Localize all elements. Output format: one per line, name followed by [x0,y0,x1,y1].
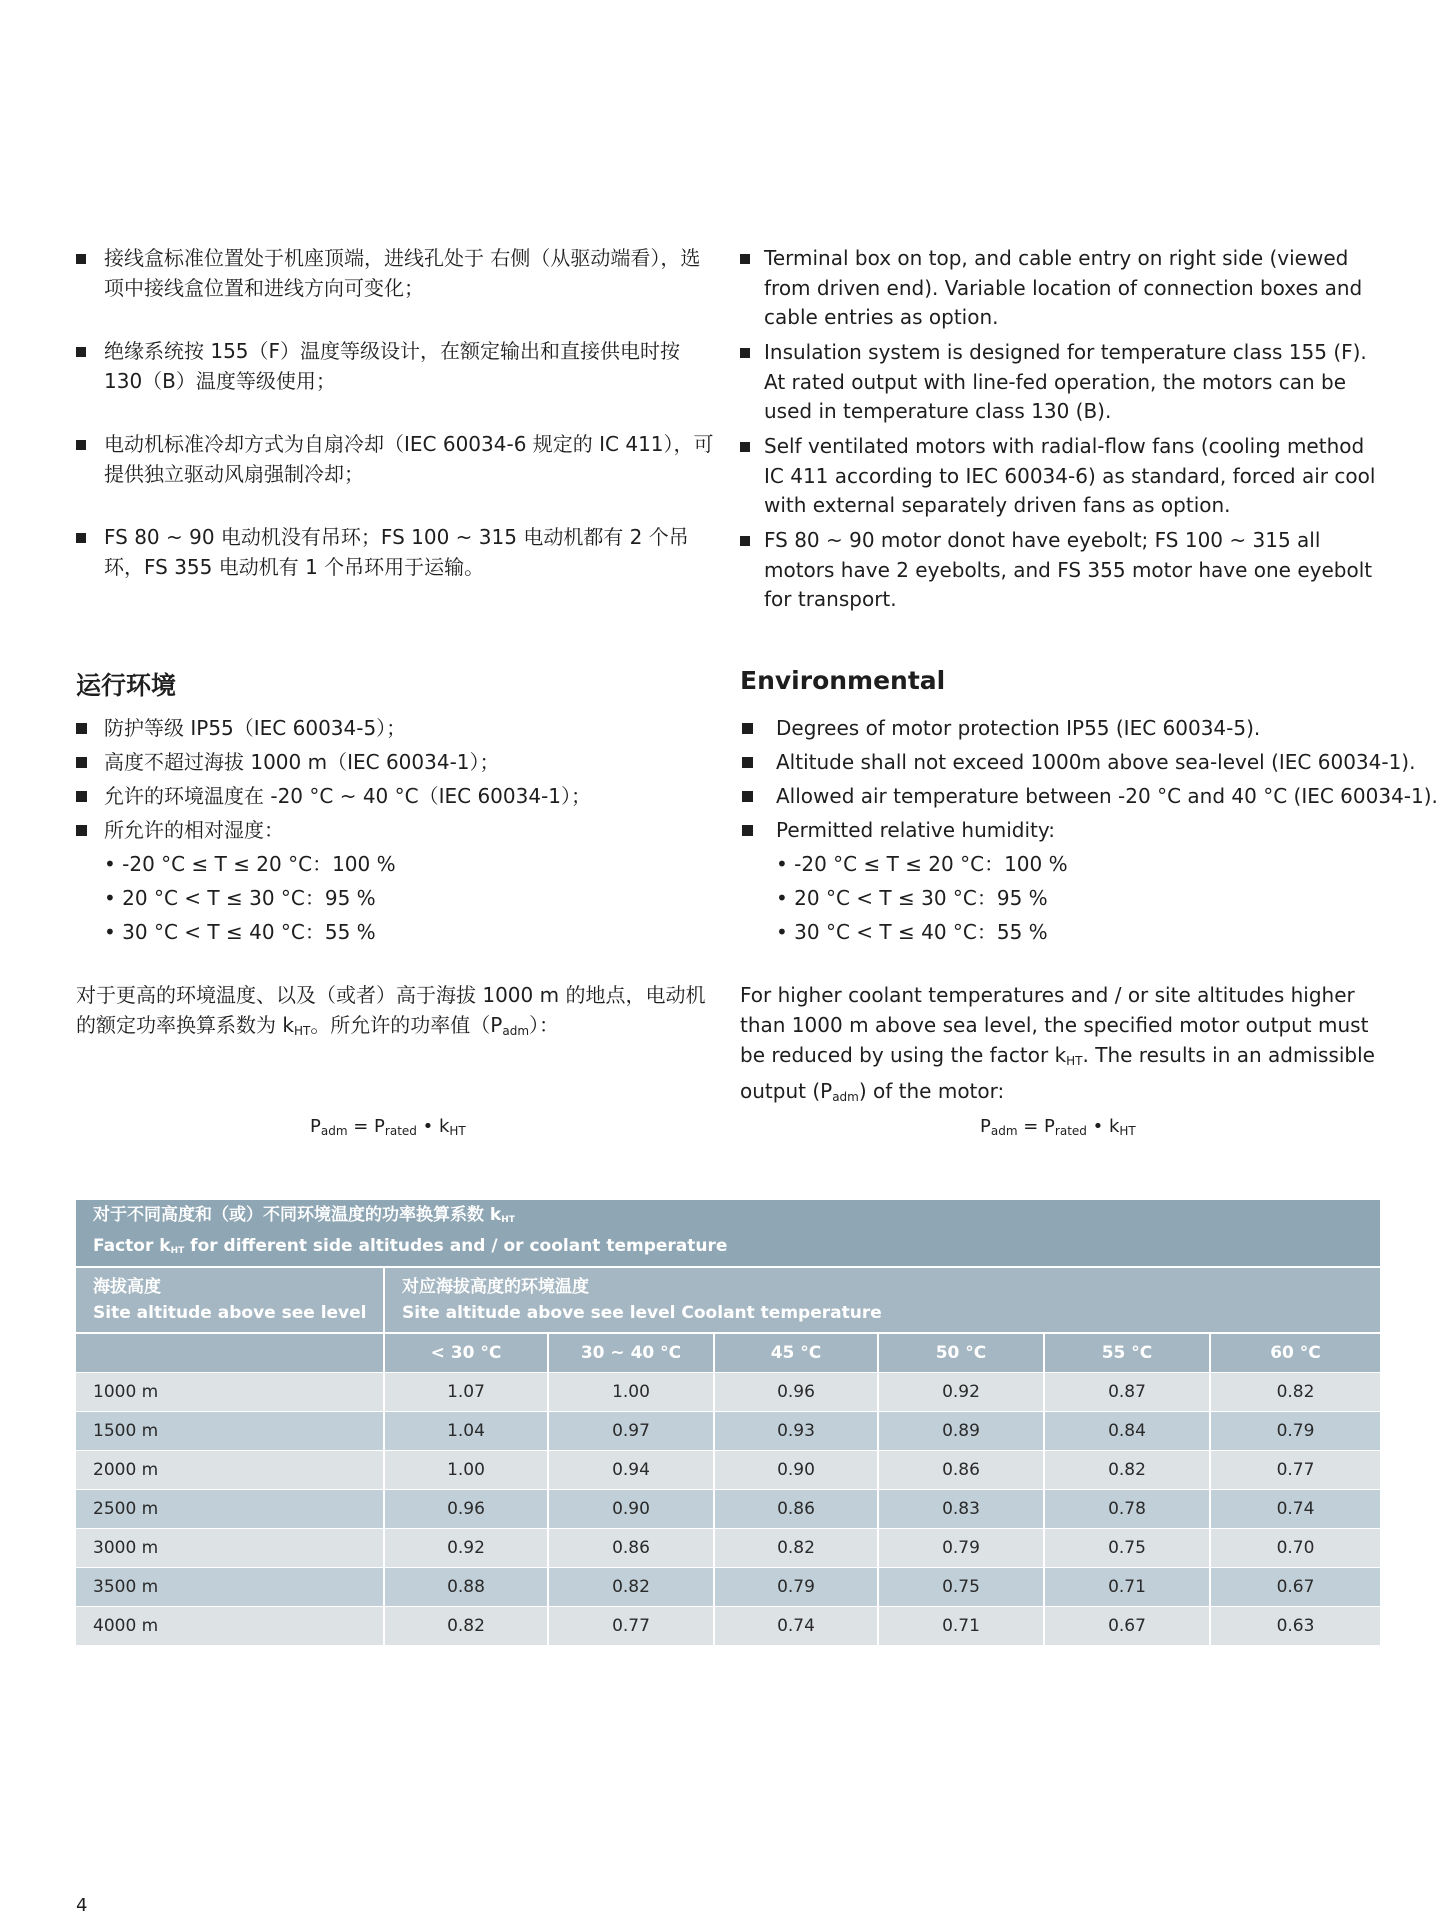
temperature-column-header: 对应海拔高度的环境温度 Site altitude above see level Coolant temperature [384,1267,1380,1333]
factor-cell: 0.96 [714,1373,878,1412]
altitude-cell: 1000 m [76,1373,384,1412]
bullet-square-icon [76,757,87,768]
list-item: FS 80 ~ 90 电动机没有吊环；FS 100 ~ 315 电动机都有 2 个吊环，FS 355 电动机有 1 个吊环用于运输。 [76,523,716,582]
temperature-header-row [76,1333,1380,1373]
altitude-cell: 4000 m [76,1607,384,1646]
bullet-square-icon [76,347,86,357]
factor-cell: 0.74 [714,1607,878,1646]
factor-cell: 0.71 [878,1607,1044,1646]
factor-cell: 0.87 [1044,1373,1210,1412]
list-item: 防护等级 IP55（IEC 60034-5）； [76,711,716,745]
humidity-item: • 30 °C < T ≤ 40 °C：55 % [776,920,1048,944]
en-feature-list [740,244,1390,615]
factor-cell: 0.74 [1210,1490,1380,1529]
cn-power-formula: $P_{adm} = P_{rated}$ • $k_{HT}$ [310,1116,466,1138]
bullet-square-icon [742,723,753,734]
bullet-square-icon [742,825,753,836]
en-power-formula: $P_{adm} = P_{rated}$ • $k_{HT}$ [980,1116,1136,1138]
factor-cell: 0.94 [548,1451,714,1490]
factor-cell: 0.88 [384,1568,548,1607]
factor-cell: 0.82 [714,1529,878,1568]
bullet-square-icon [76,825,87,836]
cn-derating-paragraph: 对于更高的环境温度、以及（或者）高于海拔 1000 m 的地点，电动机的额定功率换算系数为 $k_{HT}$。所允许的功率值$(P_{adm})$： [76,983,706,1038]
factor-cell: 0.82 [384,1607,548,1646]
bullet-square-icon [740,254,750,264]
factor-cell: 0.96 [384,1490,548,1529]
table-row [76,1607,1380,1646]
factor-cell: 0.83 [878,1490,1044,1529]
altitude-cell: 3500 m [76,1568,384,1607]
en-environment-list [740,711,1438,949]
page-number: 4 [76,1895,88,1916]
list-item: 接线盒标准位置处于机座顶端，进线孔处于 右侧（从驱动端看），选项中接线盒位置和进线方向可变化； [76,244,716,337]
humidity-item: • -20 °C ≤ T ≤ 20 °C：100 % [104,852,396,876]
list-item: Permitted relative humidity: [740,813,1390,847]
factor-cell: 1.00 [548,1373,714,1412]
factor-cell: 0.79 [714,1568,878,1607]
table-row [76,1451,1380,1490]
altitude-cell: 1500 m [76,1412,384,1451]
bullet-square-icon [740,348,750,358]
bullet-square-icon [76,440,86,450]
table-header-row [76,1267,1380,1333]
altitude-cell: 2500 m [76,1490,384,1529]
bullet-square-icon [742,791,753,802]
list-item: 电动机标准冷却方式为自扇冷却（IEC 60034-6 规定的 IC 411），可提供独立驱动风扇强制冷却； [76,430,716,523]
factor-cell: 0.97 [548,1412,714,1451]
bullet-square-icon [740,442,750,452]
factor-cell: 0.82 [1044,1451,1210,1490]
derating-factor-table [76,1200,1380,1645]
list-item: 所允许的相对湿度： [76,813,716,847]
humidity-item: • 20 °C < T ≤ 30 °C：95 % [776,886,1048,910]
table-row [76,1490,1380,1529]
factor-cell: 0.70 [1210,1529,1380,1568]
factor-cell: 0.75 [1044,1529,1210,1568]
temperature-header-cell: 50 °C [878,1333,1044,1373]
altitude-cell: 2000 m [76,1451,384,1490]
cn-feature-list [76,244,716,582]
factor-cell: 0.82 [1210,1373,1380,1412]
bullet-square-icon [742,757,753,768]
list-item: Terminal box on top, and cable entry on right side (viewed from driven end). Variable location of connection boxes and cable entries as option. [740,244,1390,338]
temperature-header-cell: 60 °C [1210,1333,1380,1373]
factor-cell: 1.04 [384,1412,548,1451]
factor-cell: 0.67 [1044,1607,1210,1646]
humidity-item: • 20 °C < T ≤ 30 °C：95 % [104,886,376,910]
table-row [76,1373,1380,1412]
factor-cell: 0.75 [878,1568,1044,1607]
empty-header-cell [76,1333,384,1373]
altitude-column-header: 海拔高度 Site altitude above see level [76,1267,384,1333]
factor-cell: 0.92 [878,1373,1044,1412]
list-item: Allowed air temperature between -20 °C and 40 °C (IEC 60034-1). [740,779,1390,813]
temperature-header-cell: 55 °C [1044,1333,1210,1373]
factor-cell: 0.77 [1210,1451,1380,1490]
factor-cell: 1.07 [384,1373,548,1412]
en-environment-heading: Environmental [740,666,946,695]
humidity-item: • 30 °C < T ≤ 40 °C：55 % [104,920,376,944]
table-title-row [76,1200,1380,1267]
list-item: Insulation system is designed for temperature class 155 (F). At rated output with line-fed operation, the motors can be used in temperature class 130 (B). [740,338,1390,432]
factor-cell: 1.00 [384,1451,548,1490]
table-title: 对于不同高度和（或）不同环境温度的功率换算系数 $k_{HT}$ Factor $k_{HT}$ for different side altitudes and / or coolant temperature [76,1200,1380,1267]
factor-cell: 0.63 [1210,1607,1380,1646]
factor-cell: 0.90 [714,1451,878,1490]
factor-cell: 0.93 [714,1412,878,1451]
bullet-square-icon [76,791,87,802]
temperature-header-cell: 45 °C [714,1333,878,1373]
factor-cell: 0.92 [384,1529,548,1568]
list-item: 绝缘系统按 155（F）温度等级设计，在额定输出和直接供电时按 130（B）温度等级使用； [76,337,716,430]
cn-environment-heading: 运行环境 [76,671,177,700]
list-item: 允许的环境温度在 -20 °C ~ 40 °C（IEC 60034-1）； [76,779,716,813]
factor-cell: 0.86 [878,1451,1044,1490]
list-item: FS 80 ~ 90 motor donot have eyebolt; FS 100 ~ 315 all motors have 2 eyebolts, and FS 355 motor have one eyebolt for transport. [740,526,1390,615]
bullet-square-icon [76,254,86,264]
factor-cell: 0.86 [548,1529,714,1568]
factor-cell: 0.82 [548,1568,714,1607]
factor-cell: 0.84 [1044,1412,1210,1451]
cn-environment-list [76,711,716,949]
bullet-square-icon [76,533,86,543]
list-item: 高度不超过海拔 1000 m（IEC 60034-1）； [76,745,716,779]
factor-cell: 0.89 [878,1412,1044,1451]
altitude-cell: 3000 m [76,1529,384,1568]
factor-cell: 0.77 [548,1607,714,1646]
table-row [76,1529,1380,1568]
list-item: Self ventilated motors with radial-flow fans (cooling method IC 411 according to IEC 60034-6) as standard, forced air cool with external separately driven fans as option. [740,432,1390,526]
factor-cell: 0.86 [714,1490,878,1529]
humidity-item: • -20 °C ≤ T ≤ 20 °C：100 % [776,852,1068,876]
temperature-header-cell: 30 ~ 40 °C [548,1333,714,1373]
en-derating-paragraph: For higher coolant temperatures and / or site altitudes higher than 1000 m above sea level, the specified motor output must be reduced by using the factor $k_{HT}$. The results in an admissible output $(P_{adm})$ of the motor: [740,983,1375,1104]
bullet-square-icon [76,723,87,734]
factor-cell: 0.79 [878,1529,1044,1568]
factor-cell: 0.79 [1210,1412,1380,1451]
bullet-square-icon [740,536,750,546]
factor-cell: 0.67 [1210,1568,1380,1607]
table-row [76,1568,1380,1607]
table-row [76,1412,1380,1451]
factor-cell: 0.78 [1044,1490,1210,1529]
list-item: Altitude shall not exceed 1000m above sea-level (IEC 60034-1). [740,745,1390,779]
list-item: Degrees of motor protection IP55 (IEC 60034-5). [740,711,1390,745]
temperature-header-cell: < 30 °C [384,1333,548,1373]
factor-cell: 0.90 [548,1490,714,1529]
factor-cell: 0.71 [1044,1568,1210,1607]
